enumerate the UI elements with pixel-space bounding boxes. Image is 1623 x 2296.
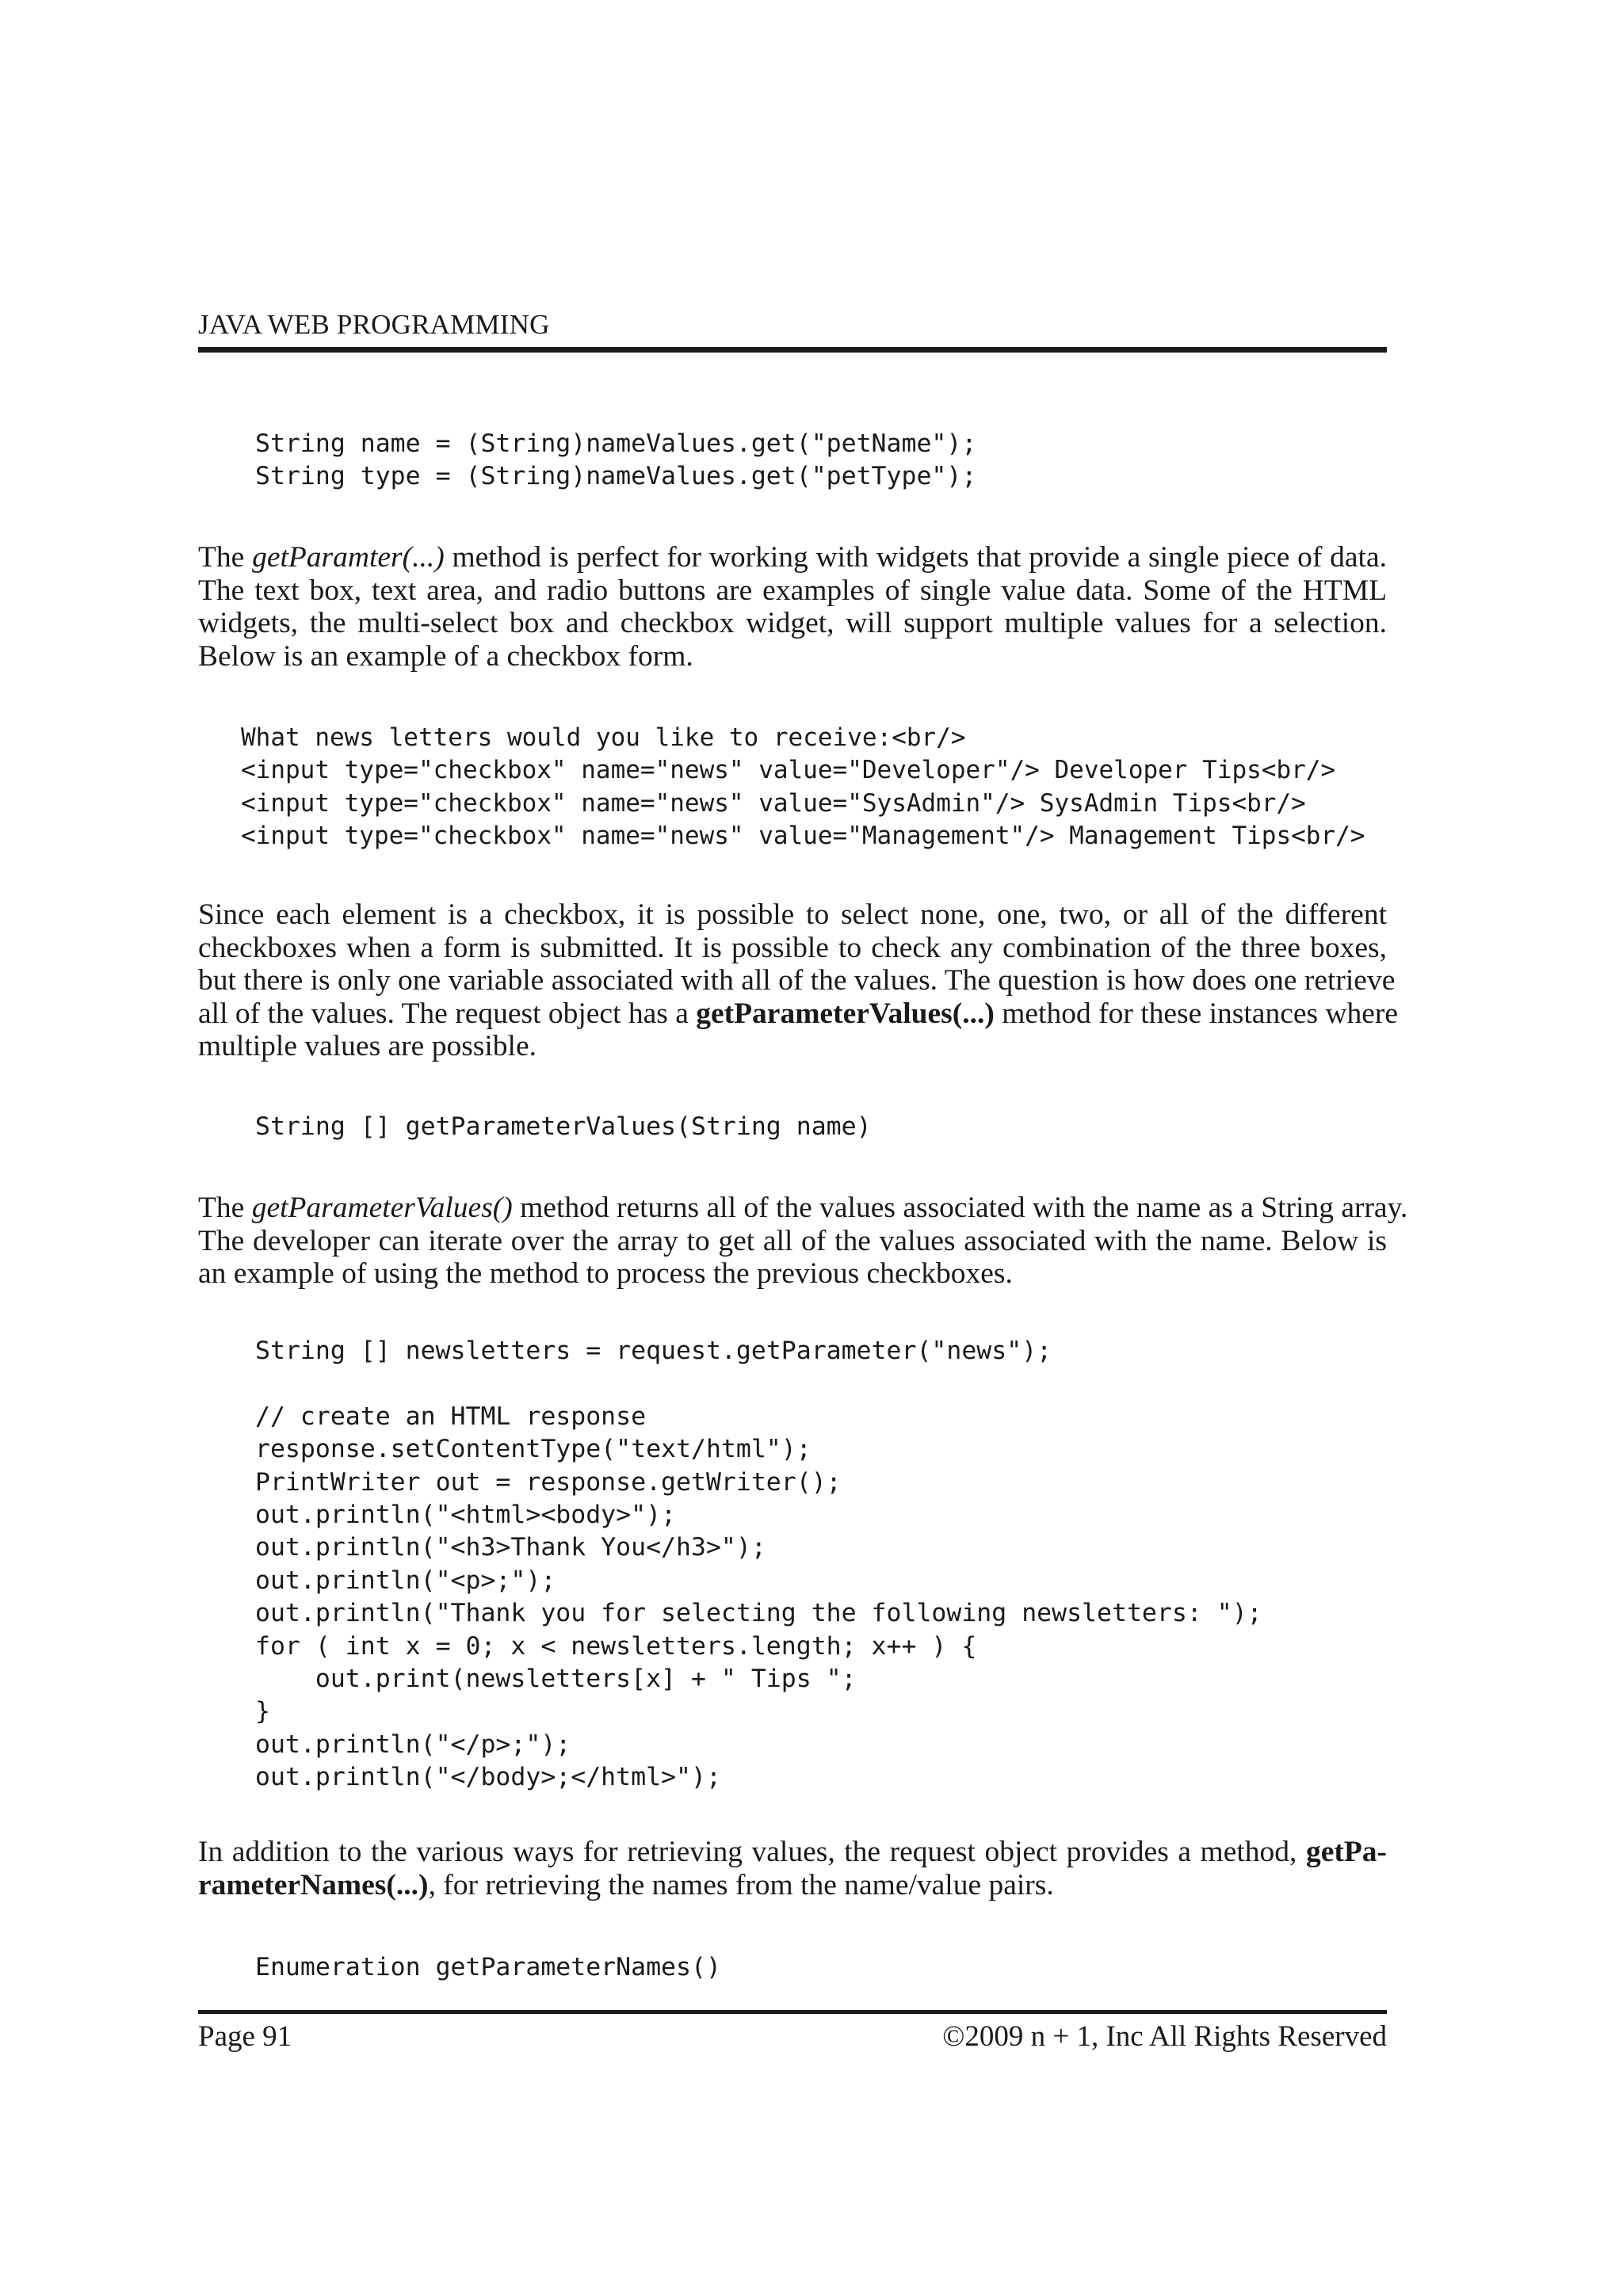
- code-line: What news letters would you like to receive:<br/>: [241, 723, 966, 752]
- paragraph-line: The getParamter(...) method is perfect for working with widgets that provide a single piece of data.: [198, 541, 1387, 574]
- paragraph-line: checkboxes when a form is submitted. It is possible to check any combination of the three boxes,: [198, 931, 1387, 964]
- method-name-getparameternames-part1: getPa-: [1305, 1836, 1387, 1868]
- code-line: out.print(newsletters[x] + " Tips ";: [255, 1665, 857, 1694]
- paragraph-line: rameterNames(...), for retrieving the names from the name/value pairs.: [198, 1868, 1054, 1901]
- code-line: for ( int x = 0; x < newsletters.length; x++ ) {: [255, 1631, 977, 1661]
- footer-rule: [198, 2010, 1387, 2014]
- code-line: <input type="checkbox" name="news" value="Management"/> Management Tips<br/>: [241, 822, 1365, 851]
- paragraph-line: The getParameterValues() method returns all of the values associated with the name as a String array.: [198, 1192, 1408, 1224]
- method-name-getparameternames-part2: rameterNames(...): [198, 1868, 429, 1901]
- code-line: String [] newsletters = request.getParameter("news");: [255, 1337, 1052, 1365]
- copyright-notice: ©2009 n + 1, Inc All Rights Reserved: [942, 2020, 1387, 2053]
- code-line: String type = (String)nameValues.get("petType");: [255, 462, 977, 491]
- document-page: [198, 0, 1408, 2296]
- method-name-getparametervalues-italic: getParameterValues(): [251, 1192, 513, 1224]
- paragraph-line: all of the values. The request object has a getParameterValues(...) method for these instances where: [198, 997, 1399, 1030]
- page-number: Page 91: [198, 2020, 292, 2053]
- paragraph-line: Below is an example of a checkbox form.: [198, 639, 693, 673]
- header-rule: [198, 347, 1387, 353]
- running-header: JAVA WEB PROGRAMMING: [198, 309, 550, 340]
- paragraph-line: In addition to the various ways for retrieving values, the request object provides a method, getPa-: [198, 1836, 1387, 1868]
- code-line: out.println("</body>;</html>");: [255, 1763, 721, 1792]
- code-block-3: [255, 1111, 872, 1143]
- code-block-5: [255, 1951, 721, 1984]
- code-line: out.println("Thank you for selecting the following newsletters: ");: [255, 1599, 1262, 1628]
- code-line: out.println("<html><body>");: [255, 1501, 677, 1530]
- paragraph-getparametervalues: [198, 1192, 1408, 1291]
- code-block-1: [255, 428, 976, 494]
- code-line: }: [255, 1697, 270, 1726]
- paragraph-line: The developer can iterate over the array to get all of the values associated with the name. Below is: [198, 1224, 1387, 1257]
- code-line: out.println("<h3>Thank You</h3>");: [255, 1533, 766, 1562]
- code-block-4: [255, 1335, 1262, 1794]
- paragraph-getparameternames: [198, 1836, 1387, 1901]
- method-name-getparamter: getParamter(...): [252, 541, 445, 574]
- paragraph-line: an example of using the method to process the previous checkboxes.: [198, 1257, 1013, 1290]
- code-line: String [] getParameterValues(String name): [255, 1112, 872, 1141]
- code-line: out.println("<p>;");: [255, 1566, 556, 1595]
- code-line: <input type="checkbox" name="news" value="SysAdmin"/> SysAdmin Tips<br/>: [241, 788, 1306, 818]
- paragraph-line: Since each element is a checkbox, it is possible to select none, one, two, or all of the different: [198, 898, 1387, 931]
- code-line: String name = (String)nameValues.get("petName");: [255, 429, 977, 458]
- paragraph-getparameter: [198, 541, 1387, 673]
- paragraph-checkbox-values: [198, 898, 1399, 1063]
- code-line: out.println("</p>;");: [255, 1730, 571, 1759]
- code-line: Enumeration getParameterNames(): [255, 1953, 721, 1981]
- paragraph-line: multiple values are possible.: [198, 1030, 537, 1062]
- code-line: // create an HTML response: [255, 1402, 647, 1431]
- code-line: <input type="checkbox" name="news" value="Developer"/> Developer Tips<br/>: [241, 756, 1336, 785]
- code-line: PrintWriter out = response.getWriter();: [255, 1467, 842, 1497]
- method-name-getparametervalues: getParameterValues(...): [696, 997, 995, 1030]
- paragraph-line: but there is only one variable associated with all of the values. The question is how does one retrieve: [198, 964, 1396, 997]
- code-block-2: [241, 722, 1365, 853]
- code-line: response.setContentType("text/html");: [255, 1435, 812, 1464]
- paragraph-line: The text box, text area, and radio buttons are examples of single value data. Some of the HTML: [198, 574, 1387, 607]
- paragraph-line: widgets, the multi-select box and checkbox widget, will support multiple values for a selection.: [198, 607, 1387, 639]
